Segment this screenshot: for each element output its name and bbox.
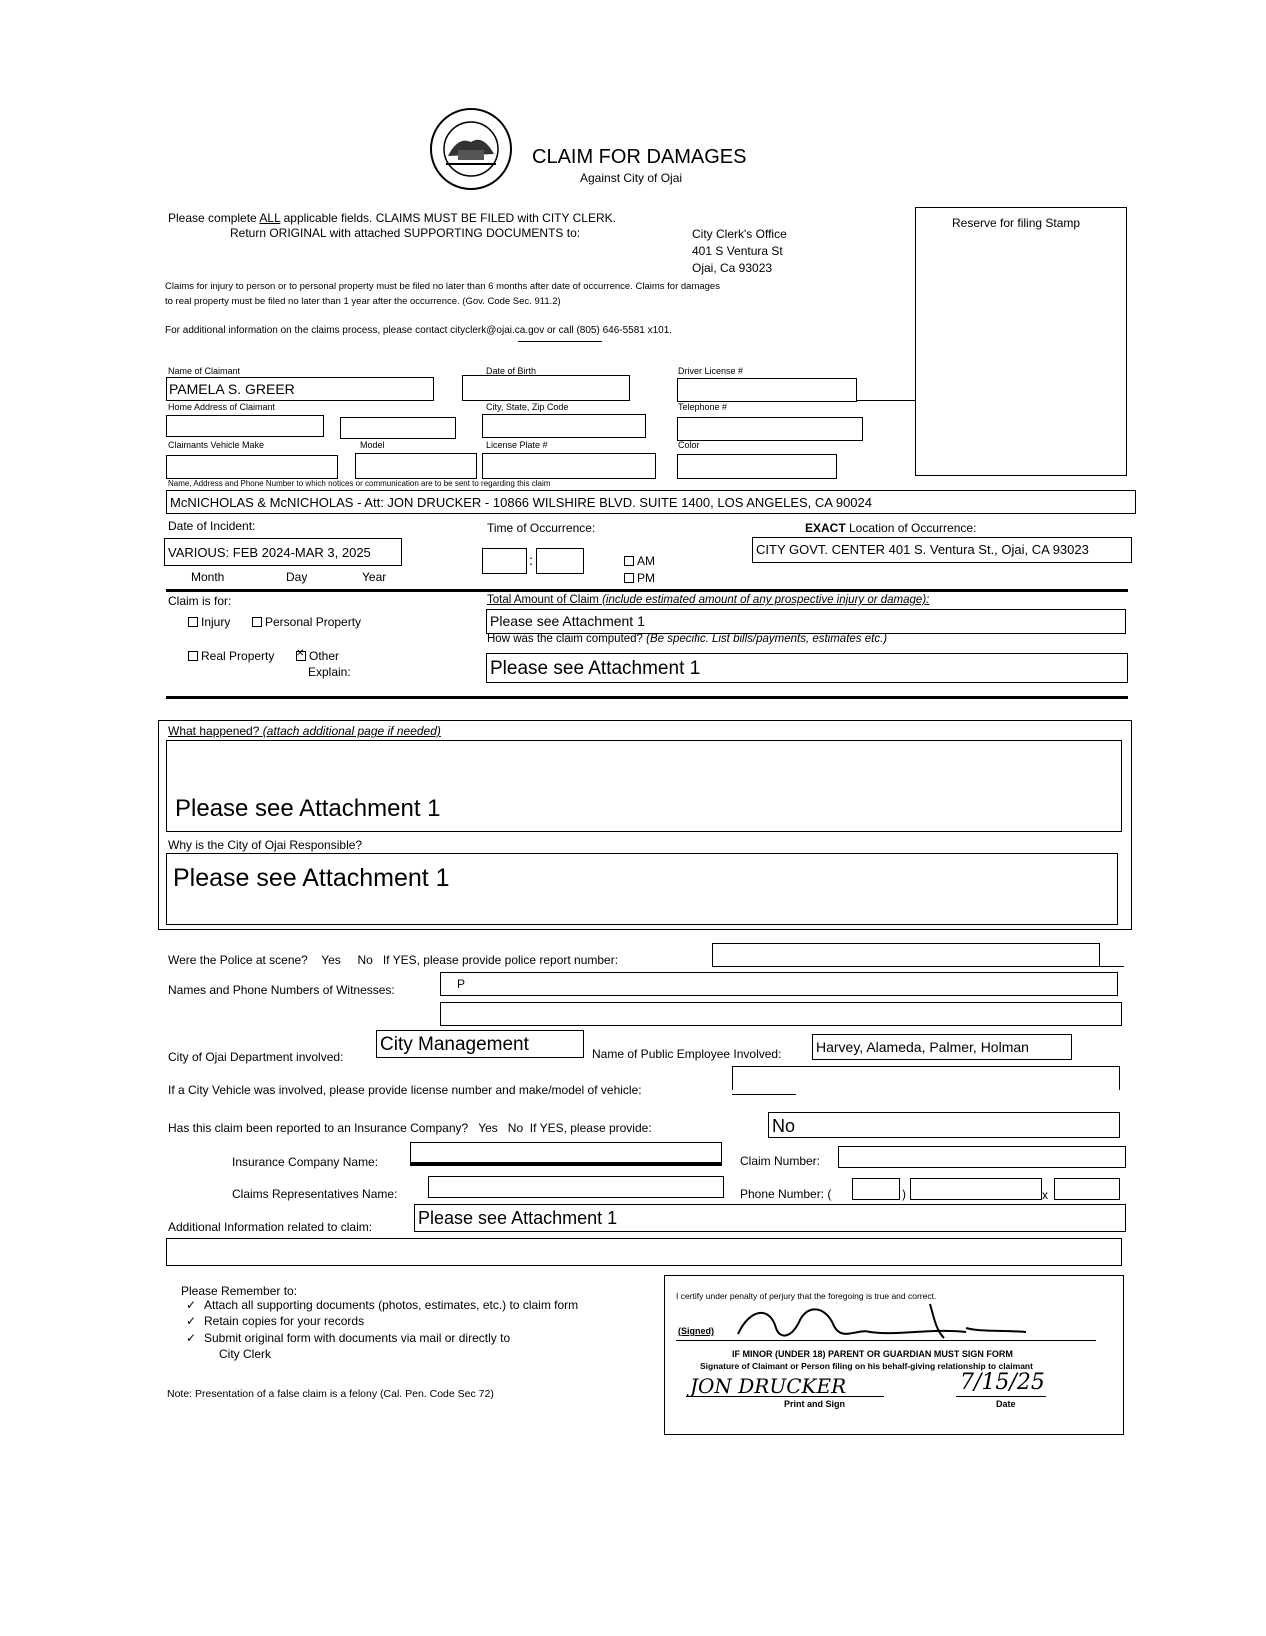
minor-note: IF MINOR (UNDER 18) PARENT OR GUARDIAN MUST SIGN FORM (732, 1349, 1013, 1359)
home-address-field[interactable] (166, 415, 324, 437)
office-street: 401 S Ventura St (692, 244, 783, 258)
insurance-yes-option[interactable]: Yes (478, 1121, 498, 1135)
time-label: Time of Occurrence: (487, 521, 596, 535)
claimant-name-field[interactable]: PAMELA S. GREER (166, 377, 434, 401)
driver-license-label: Driver License # (678, 366, 744, 376)
city-state-zip-field[interactable] (482, 414, 646, 438)
witnesses-field-2[interactable] (440, 1002, 1122, 1026)
phone-area-field[interactable] (852, 1178, 900, 1200)
what-happened-field[interactable]: Please see Attachment 1 (166, 740, 1122, 832)
home-address-field-2[interactable] (340, 417, 456, 439)
filing-stamp-box (915, 207, 1127, 476)
certify-text: I certify under penalty of perjury that the foregoing is true and correct. (676, 1291, 937, 1301)
am-checkbox[interactable] (624, 556, 634, 566)
insurance-question: Has this claim been reported to an Insurance Company? Yes No If YES, please provide: (168, 1121, 652, 1135)
city-seal-graphic (428, 106, 514, 192)
injury-option[interactable]: Injury (188, 615, 230, 629)
reminder-item-3-cont: City Clerk (219, 1347, 272, 1361)
police-yes-option[interactable]: Yes (321, 953, 341, 967)
office-name: City Clerk's Office (692, 227, 787, 241)
insurance-company-label: Insurance Company Name: (232, 1155, 379, 1169)
home-address-label: Home Address of Claimant (168, 402, 276, 412)
date-label: Date (996, 1399, 1016, 1409)
claim-for-label: Claim is for: (168, 594, 232, 608)
police-no-option[interactable]: No (357, 953, 373, 967)
time-separator: : (529, 552, 533, 568)
model-label: Model (360, 440, 385, 450)
signature-date: 7/15/25 (960, 1370, 1045, 1395)
incident-date-label: Date of Incident: (168, 519, 256, 533)
time-minute-field[interactable] (536, 548, 584, 574)
driver-license-field[interactable] (677, 378, 857, 402)
city-seal (428, 106, 514, 192)
what-happened-label: What happened? (attach additional page if needed) (168, 724, 441, 738)
injury-checkbox[interactable] (188, 617, 198, 627)
printed-name: JON DRUCKER (690, 1374, 847, 1398)
insurance-provide-field[interactable]: No (768, 1112, 1120, 1138)
vehicle-make-field[interactable] (166, 455, 338, 479)
deadline-line1: Claims for injury to person or to personal property must be filed no later than 6 months after date of occurrence. Claims for damages (165, 281, 720, 292)
computed-label: How was the claim computed? (Be specific. List bills/payments, estimates etc.) (487, 633, 888, 645)
claimant-signature-note: Signature of Claimant or Person filing on his behalf-giving relationship to claimant (700, 1361, 1033, 1371)
city-vehicle-field[interactable] (732, 1066, 1120, 1090)
claims-rep-field[interactable] (428, 1176, 724, 1198)
other-checkbox-checked[interactable] (296, 651, 306, 661)
deadline-line2: to real property must be filed no later than 1 year after the occurrence. (Gov. Code Sec. 911.2) (165, 296, 561, 307)
model-field[interactable] (355, 453, 477, 479)
filing-stamp-label: Reserve for filing Stamp (952, 216, 1081, 230)
witnesses-label: Names and Phone Numbers of Witnesses: (168, 983, 395, 997)
insurance-company-field[interactable] (410, 1142, 722, 1166)
phone-number-label: Phone Number: ( (740, 1187, 832, 1201)
signature-mark (730, 1298, 1030, 1344)
why-responsible-label: Why is the City of Ojai Responsible? (168, 838, 363, 852)
department-label: City of Ojai Department involved: (168, 1050, 344, 1064)
notice-address-label: Name, Address and Phone Number to which notices or communication are to be sent to regarding this claim (168, 479, 551, 488)
personal-property-checkbox[interactable] (252, 617, 262, 627)
real-property-option[interactable]: Real Property (188, 649, 274, 663)
telephone-label: Telephone # (678, 402, 728, 412)
am-option[interactable]: AM (624, 554, 655, 568)
claim-number-field[interactable] (838, 1146, 1126, 1168)
police-question: Were the Police at scene? Yes No If YES, please provide police report number: (168, 953, 619, 967)
false-claim-note: Note: Presentation of a false claim is a felony (Cal. Pen. Code Sec 72) (167, 1388, 494, 1400)
total-amount-field[interactable]: Please see Attachment 1 (486, 609, 1126, 634)
reminders-title: Please Remember to: (181, 1284, 298, 1298)
license-plate-field[interactable] (482, 453, 656, 479)
additional-info-label: Additional Information related to claim: (168, 1220, 373, 1234)
instructions-line1: Please complete ALL applicable fields. CLAIMS MUST BE FILED with CITY CLERK. (168, 211, 616, 225)
phone-number-field[interactable] (910, 1178, 1042, 1200)
check-icon: ✓ (186, 1298, 197, 1312)
year-label: Year (362, 570, 387, 584)
city-vehicle-label: If a City Vehicle was involved, please provide license number and make/model of vehicle: (168, 1083, 642, 1097)
witnesses-field[interactable]: P (440, 972, 1118, 996)
total-amount-label: Total Amount of Claim (include estimated amount of any prospective injury or damage): (487, 594, 930, 606)
real-property-checkbox[interactable] (188, 651, 198, 661)
phone-paren: ) (902, 1187, 906, 1201)
dob-field[interactable] (462, 375, 630, 401)
claims-rep-label: Claims Representatives Name: (232, 1187, 398, 1201)
claimant-name-label: Name of Claimant (168, 366, 241, 376)
telephone-field[interactable] (677, 417, 863, 441)
incident-date-field[interactable]: VARIOUS: FEB 2024-MAR 3, 2025 (164, 538, 402, 566)
license-plate-label: License Plate # (486, 440, 548, 450)
notice-address-field[interactable]: McNICHOLAS & McNICHOLAS - Att: JON DRUCKER - 10866 WILSHIRE BLVD. SUITE 1400, LOS ANGELES, CA 90024 (166, 490, 1136, 514)
other-option[interactable]: ✕ Other (296, 649, 339, 663)
time-hour-field[interactable] (482, 548, 527, 574)
location-field[interactable]: CITY GOVT. CENTER 401 S. Ventura St., Ojai, CA 93023 (752, 537, 1132, 563)
dob-label: Date of Birth (486, 366, 537, 376)
pm-checkbox[interactable] (624, 573, 634, 583)
personal-property-option[interactable]: Personal Property (252, 615, 361, 629)
claim-number-label: Claim Number: (740, 1154, 821, 1168)
instructions-line2: Return ORIGINAL with attached SUPPORTING DOCUMENTS to: (230, 226, 581, 240)
pm-option[interactable]: PM (624, 571, 655, 585)
form-title: CLAIM FOR DAMAGES (532, 146, 747, 168)
police-report-field[interactable] (712, 943, 1100, 967)
print-sign-label: Print and Sign (784, 1399, 846, 1409)
department-field[interactable]: City Management (376, 1030, 584, 1058)
location-label: EXACT Location of Occurrence: (805, 521, 977, 535)
signature-scribble (730, 1298, 1030, 1344)
employee-label: Name of Public Employee Involved: (592, 1047, 782, 1061)
office-city: Ojai, Ca 93023 (692, 261, 773, 275)
city-state-zip-label: City, State, Zip Code (486, 402, 569, 412)
day-label: Day (286, 570, 308, 584)
check-icon: ✓ (186, 1331, 197, 1345)
reminder-item-1: ✓ Attach all supporting documents (photos, estimates, etc.) to claim form (186, 1298, 579, 1312)
insurance-no-option[interactable]: No (507, 1121, 524, 1135)
month-label: Month (191, 570, 225, 584)
signed-label: (Signed) (678, 1326, 714, 1336)
phone-ext-label: x (1042, 1188, 1048, 1202)
reminder-item-2: ✓ Retain copies for your records (186, 1314, 365, 1328)
phone-ext-field[interactable] (1054, 1178, 1120, 1200)
form-subtitle: Against City of Ojai (580, 171, 683, 185)
color-label: Color (678, 440, 700, 450)
additional-info-field-2[interactable] (166, 1238, 1122, 1266)
contact-info: For additional information on the claims process, please contact cityclerk@ojai.ca.gov or call (805) 646-5581 x101. (165, 325, 673, 336)
vehicle-make-label: Claimants Vehicle Make (168, 440, 265, 450)
color-field[interactable] (677, 454, 837, 479)
additional-info-field[interactable]: Please see Attachment 1 (414, 1204, 1126, 1232)
why-responsible-field[interactable]: Please see Attachment 1 (166, 853, 1118, 925)
check-icon: ✓ (186, 1314, 197, 1328)
explain-label: Explain: (308, 665, 351, 679)
employee-field[interactable]: Harvey, Alameda, Palmer, Holman (812, 1034, 1072, 1060)
computed-field[interactable]: Please see Attachment 1 (486, 653, 1128, 683)
reminder-item-3: ✓ Submit original form with documents via mail or directly to (186, 1331, 511, 1345)
